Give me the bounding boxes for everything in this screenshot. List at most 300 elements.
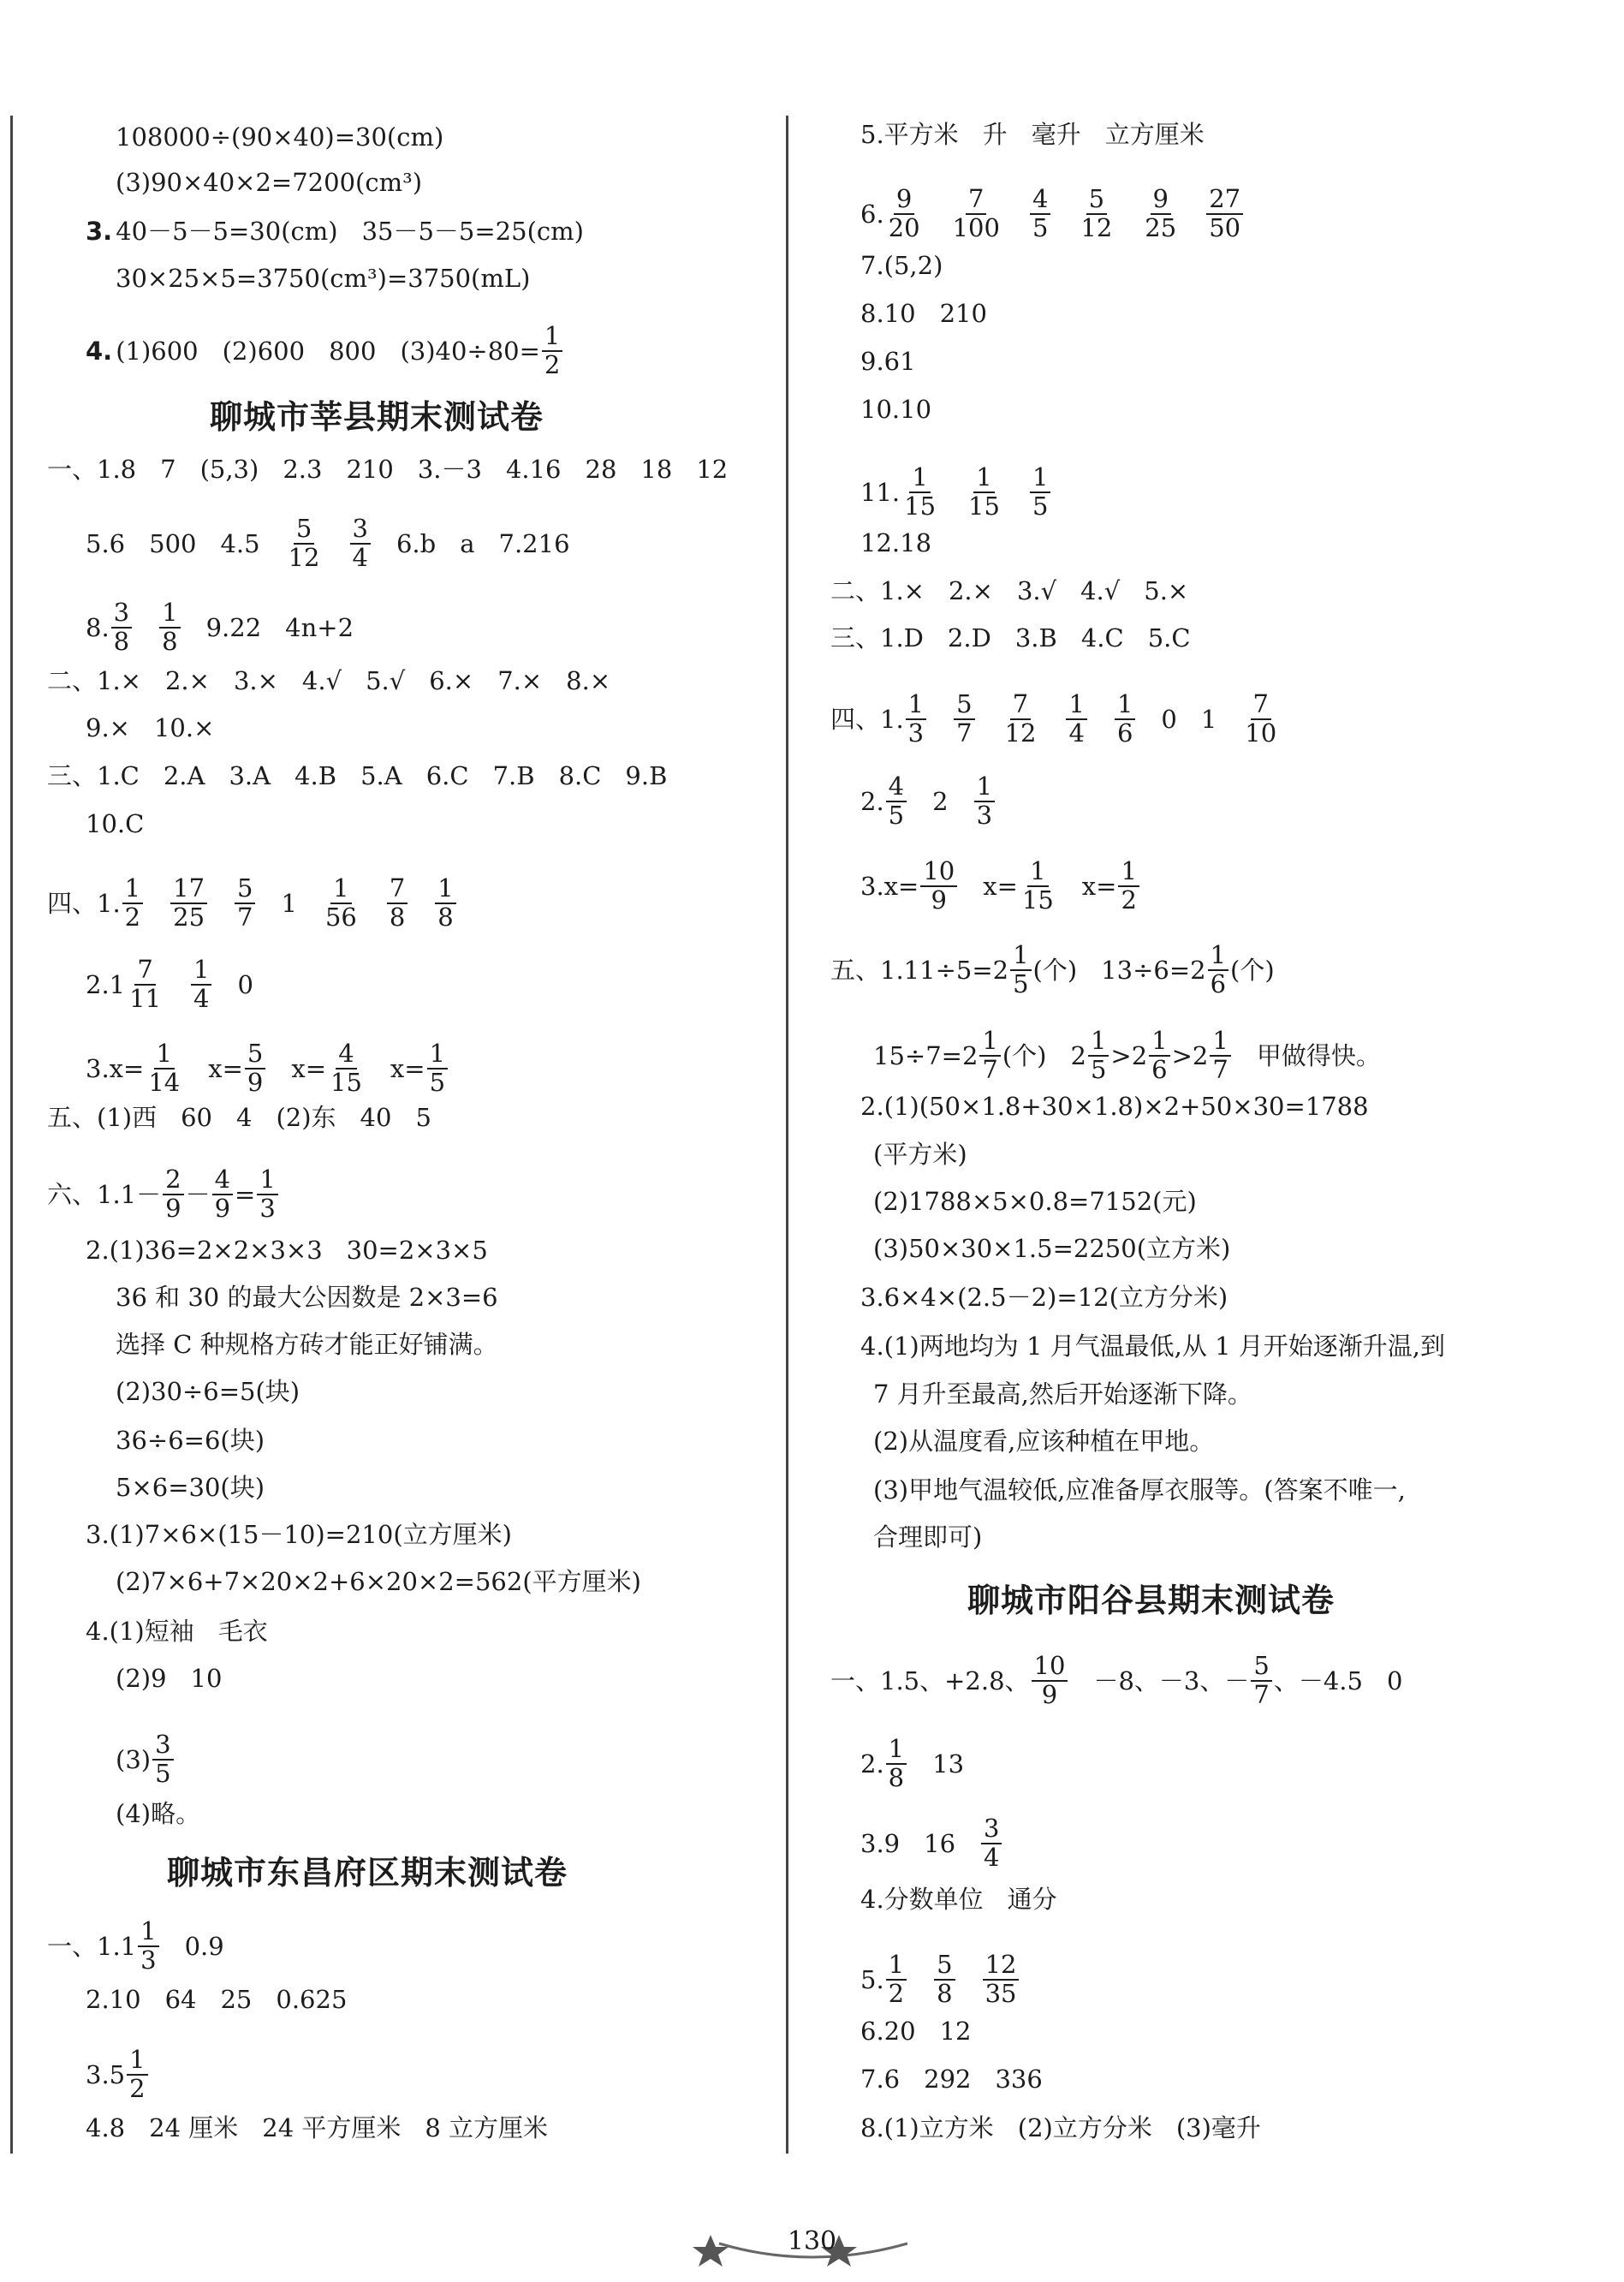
answer-segment: 四、1. $\frac{1}{2}$ (47, 875, 145, 932)
answer-segment: 7 月升至最高,然后开始逐渐下降。 (873, 1379, 1252, 1409)
answer-segment: 24 平方厘米 (262, 2113, 402, 2142)
answer-line (860, 394, 931, 425)
answer-segment: 3.9 (860, 1828, 901, 1858)
answer-line (873, 1426, 1214, 1457)
answer-line (47, 1918, 224, 1975)
answer-line (860, 298, 987, 329)
answer-segment: 毫升 (1031, 120, 1081, 149)
answer-segment: 3.5 $\frac{1}{2}$ (86, 2047, 150, 2103)
fraction: $\frac{1}{3}$ (906, 691, 926, 748)
answer-segment (1001, 691, 1041, 748)
answer-segment: 4.8 (86, 2113, 126, 2142)
answer-line (116, 1376, 300, 1407)
answer-line (873, 1233, 1230, 1264)
fraction: $\frac{3}{4}$ (350, 515, 371, 572)
answer-segment: 3.x= $\frac{10}{9}$ (860, 858, 959, 915)
answer-segment: 4.分数单位 (860, 1885, 984, 1914)
fraction: $\frac{12}{35}$ (983, 1951, 1020, 2008)
answer-line (47, 760, 667, 791)
answer-line (873, 1522, 982, 1552)
fraction: $\frac{7}{11}$ (129, 955, 162, 1013)
answer-segment (973, 773, 996, 830)
answer-segment: 336 (995, 2065, 1043, 2094)
answer-segment: 四、1. $\frac{1}{3}$ (830, 691, 928, 748)
answer-segment: (3)毫升 (1175, 2113, 1261, 2142)
answer-segment: 4.B (294, 761, 337, 790)
answer-segment: 2.(1)(50×1.8+30×1.8)×2+50×30=1788 (860, 1092, 1369, 1121)
answer-segment: 升 (982, 120, 1008, 149)
answer-segment (321, 875, 361, 932)
answer-segment: x= $\frac{4}{15}$ (291, 1040, 366, 1097)
answer-line (86, 515, 570, 572)
answer-segment: 4.√ (301, 666, 342, 695)
answer-line (86, 1616, 268, 1647)
answer-segment: 5×6=30(块) (116, 1473, 265, 1502)
answer-line (860, 527, 931, 558)
fraction: $\frac{5}{7}$ (954, 691, 974, 748)
answer-segment: 7.216 (498, 528, 570, 558)
answer-segment: 11. $\frac{1}{15}$ (860, 464, 940, 521)
answer-segment: 2.A (163, 761, 205, 790)
fraction: $\frac{1}{2}$ (1118, 858, 1139, 915)
answer-line (116, 1731, 175, 1788)
fraction: $\frac{4}{9}$ (212, 1166, 233, 1223)
fraction: $\frac{5}{7}$ (1251, 1653, 1271, 1709)
answer-line (116, 263, 530, 294)
answer-line (860, 1884, 1057, 1915)
answer-segment: (5,3) (199, 455, 259, 484)
left-edge-rule (10, 116, 13, 2154)
answer-segment: 2.D (947, 623, 991, 652)
answer-segment: 4.16 (505, 455, 562, 484)
answer-segment: 五、(1)西 (47, 1103, 158, 1132)
answer-segment (1076, 186, 1116, 242)
answer-line (116, 1798, 200, 1829)
answer-line (830, 575, 1188, 606)
answer-line (860, 119, 1205, 150)
fraction: $\frac{1}{3}$ (257, 1166, 277, 1223)
answer-segment: 6. $\frac{9}{20}$ (860, 186, 925, 242)
answer-line (86, 1235, 488, 1266)
answer-segment: x= $\frac{5}{9}$ (208, 1040, 267, 1097)
answer-line (860, 1282, 1228, 1313)
answer-segment: 10.10 (860, 395, 932, 424)
answer-segment: 60 (181, 1103, 212, 1132)
fraction: $\frac{5}{12}$ (1080, 184, 1113, 242)
answer-segment: 2 (932, 786, 949, 816)
answer-segment: 2.10 (86, 1985, 141, 2014)
fraction: $\frac{5}{7}$ (235, 875, 255, 932)
answer-line (116, 1663, 222, 1694)
fraction: $\frac{1}{2}$ (886, 1951, 907, 2008)
answer-segment: 4n+2 (285, 612, 354, 642)
answer-segment: －8、－3、－ $\frac{5}{7}$ 、－4.5 (1093, 1651, 1363, 1709)
answer-line (860, 858, 1141, 915)
answer-segment: 5.× (1144, 576, 1189, 605)
answer-segment: 6.× (429, 666, 474, 695)
answer-segment: 4.(1)短袖 (86, 1617, 194, 1646)
fraction: $\frac{7}{8}$ (387, 875, 407, 932)
fraction: $\frac{1}{5}$ (1088, 1028, 1109, 1084)
answer-segment: 9.B (625, 761, 668, 790)
fraction: $\frac{1}{7}$ (1210, 1028, 1230, 1084)
answer-segment: 立方厘米 (1104, 120, 1205, 149)
answer-segment: (3)50×30×1.5=2250(立方米) (873, 1234, 1231, 1263)
answer-segment: 5.A (360, 761, 402, 790)
answer-segment: 5.6 (86, 528, 126, 558)
answer-segment: 15÷7=2 $\frac{1}{7}$ (个) (873, 1026, 1047, 1084)
answer-line (873, 1475, 1406, 1505)
fraction: $\frac{1}{4}$ (1066, 691, 1086, 748)
fraction: $\frac{3}{5}$ (152, 1731, 173, 1788)
answer-line (116, 1425, 265, 1456)
fraction: $\frac{1}{5}$ (1030, 464, 1050, 521)
section-heading: 聊城市莘县期末测试卷 (210, 398, 544, 436)
answer-segment: 8.10 (860, 299, 916, 328)
answer-segment: 9.× (86, 713, 130, 742)
answer-line (830, 691, 1281, 748)
answer-line (873, 1186, 1197, 1217)
fraction: $\frac{3}{8}$ (111, 599, 132, 656)
answer-segment (979, 1815, 1003, 1872)
fraction: $\frac{17}{25}$ (170, 875, 207, 932)
answer-segment: 2.1 $\frac{7}{11}$ (86, 956, 165, 1013)
answer-line: 4. (1)600 (2)600 800 (3)40÷80= $\frac{1}{2}$ (86, 323, 564, 379)
answer-segment: a (460, 528, 475, 558)
answer-segment: 3.(1)7×6×(15－10)=210(立方厘米) (86, 1520, 512, 1549)
answer-segment: 4.√ (1080, 576, 1121, 605)
fraction: $\frac{1}{8}$ (435, 875, 455, 932)
answer-segment: (3)甲地气温较低,应准备厚衣服等。(答案不唯一, (873, 1475, 1406, 1504)
answer-segment (1064, 691, 1088, 748)
answer-segment: 4 (236, 1103, 253, 1132)
answer-segment: 13 (932, 1749, 965, 1779)
answer-segment: 6.20 (860, 2017, 916, 2046)
answer-segment (158, 599, 181, 656)
answer-segment: 4.5 (220, 528, 260, 558)
answer-segment: 毛衣 (217, 1617, 268, 1646)
answer-line (116, 1329, 498, 1360)
answer-segment: 选择 C 种规格方砖才能正好铺满。 (116, 1330, 498, 1359)
answer-line (873, 1028, 1381, 1084)
answer-line (860, 1331, 1445, 1361)
fraction: $\frac{4}{5}$ (1030, 186, 1050, 242)
fraction: $\frac{1}{7}$ (979, 1028, 1000, 1084)
answer-segment: (2)9 (116, 1664, 167, 1693)
answer-segment: 2 $\frac{1}{5}$ >2 $\frac{1}{6}$ >2 $\frac{1}{7}$ (1071, 1028, 1233, 1084)
fraction: $\frac{1}{3}$ (974, 773, 995, 830)
fraction: $\frac{1}{2}$ (122, 875, 143, 932)
answer-segment: (2)从温度看,应该种植在甲地。 (873, 1427, 1215, 1456)
answer-segment: x= $\frac{1}{2}$ (1082, 858, 1141, 915)
answer-segment: 五、1.11÷5=2 $\frac{1}{5}$ (个) (830, 940, 1078, 998)
fraction: $\frac{1}{8}$ (159, 599, 180, 656)
answer-segment: 6.C (425, 761, 469, 790)
fraction: $\frac{4}{5}$ (886, 773, 907, 830)
answer-segment: 2. $\frac{4}{5}$ (860, 773, 908, 830)
fraction: $\frac{7}{10}$ (1245, 689, 1277, 748)
answer-segment (1028, 464, 1052, 521)
answer-segment: 210 (939, 299, 987, 328)
section-heading: 聊城市东昌府区期末测试卷 (167, 1854, 568, 1892)
fraction: $\frac{1}{2}$ (127, 2047, 147, 2103)
fraction: $\frac{7}{100}$ (952, 184, 1000, 242)
answer-segment (952, 691, 976, 748)
answer-segment: 2.(1)36=2×2×3×3 (86, 1236, 323, 1265)
answer-line (860, 2064, 1043, 2094)
answer-segment: 2.× (164, 666, 210, 695)
answer-segment: 8.(1)立方米 (860, 2113, 994, 2142)
answer-line (47, 454, 728, 485)
answer-segment: (2)7×6+7×20×2+6×20×2=562(平方厘米) (116, 1567, 641, 1596)
fraction: $\frac{1}{6}$ (1115, 691, 1135, 748)
answer-segment: 7.B (492, 761, 535, 790)
answer-line (86, 956, 253, 1013)
fraction: $\frac{7}{12}$ (1004, 689, 1037, 748)
answer-segment: 8.C (558, 761, 602, 790)
answer-segment (1028, 186, 1052, 242)
fraction: $\frac{1}{8}$ (886, 1736, 907, 1792)
answer-line (86, 599, 354, 656)
fraction: $\frac{27}{50}$ (1206, 186, 1243, 242)
answer-line (830, 942, 1275, 998)
fraction: $\frac{10}{9}$ (1032, 1653, 1068, 1709)
answer-segment: 10 (190, 1664, 223, 1693)
page-number: 130 (787, 2226, 837, 2256)
answer-segment: 0 (1161, 704, 1177, 734)
answer-segment (932, 1951, 956, 2008)
answer-segment: 10.C (86, 809, 145, 838)
answer-segment: 1 (1200, 704, 1217, 734)
answer-line (47, 1166, 280, 1223)
answer-segment (189, 956, 213, 1013)
answer-line (86, 808, 144, 839)
answer-segment: 8 立方厘米 (425, 2113, 549, 2142)
answer-line (860, 2112, 1261, 2143)
answer-segment (1205, 186, 1245, 242)
answer-segment (233, 875, 257, 932)
answer-segment: 8. $\frac{3}{8}$ (86, 599, 134, 656)
answer-line (873, 1139, 967, 1170)
answer-segment: 30×25×5=3750(cm³)=3750(mL) (116, 264, 531, 293)
answer-segment: (2)东 (276, 1103, 336, 1132)
answer-line (860, 1951, 1020, 2008)
answer-line (830, 1653, 1402, 1709)
answer-segment: 40－5－5=30(cm) (116, 217, 338, 246)
answer-segment: x= $\frac{1}{15}$ (983, 858, 1058, 915)
answer-segment: 800 (329, 336, 377, 366)
answer-line (860, 250, 943, 281)
answer-line (86, 1519, 512, 1550)
answer-segment (1113, 691, 1137, 748)
answer-segment: 500 (149, 528, 197, 558)
answer-segment: 64 (164, 1985, 197, 2014)
answer-segment (964, 464, 1004, 521)
fraction: $\frac{10}{9}$ (920, 858, 957, 915)
answer-line (860, 2016, 971, 2047)
answer-segment: 5. $\frac{1}{2}$ (860, 1951, 908, 2008)
answer-segment: 3.x= $\frac{1}{14}$ (86, 1040, 184, 1097)
fraction: $\frac{1}{6}$ (1149, 1028, 1169, 1084)
answer-segment: 5.C (1147, 623, 1191, 652)
answer-segment: 4.(1)两地均为 1 月气温最低,从 1 月开始逐渐升温,到 (860, 1332, 1445, 1361)
answer-segment: x= $\frac{1}{5}$ (390, 1040, 449, 1097)
fraction: $\frac{5}{8}$ (934, 1951, 955, 2008)
answer-line (116, 122, 443, 152)
answer-segment: 7.× (497, 666, 543, 695)
answer-segment: (3)40÷80= $\frac{1}{2}$ (400, 323, 564, 379)
answer-segment (1240, 691, 1281, 748)
answer-segment: 5.√ (366, 666, 406, 695)
answer-segment: 5 (415, 1103, 431, 1132)
answer-segment: 0.9 (184, 1931, 224, 1961)
answer-segment: 12 (696, 455, 729, 484)
fraction: $\frac{1}{4}$ (191, 956, 211, 1013)
fraction: $\frac{1}{56}$ (324, 873, 357, 932)
answer-segment: 4.C (1080, 623, 1124, 652)
answer-segment: 2.3 (283, 455, 323, 484)
answer-line (830, 623, 1191, 653)
fraction: $\frac{1}{15}$ (1021, 856, 1054, 915)
answer-segment: 40 (360, 1103, 392, 1132)
answer-segment: 30=2×3×5 (346, 1236, 488, 1265)
answer-segment: 5.平方米 (860, 120, 959, 149)
answer-segment (348, 515, 372, 572)
answer-segment: 3.√ (1016, 576, 1057, 605)
answer-line (860, 464, 1052, 521)
answer-segment: 一、1.8 (47, 455, 137, 484)
answer-line (860, 1091, 1369, 1122)
answer-segment: 13÷6=2 $\frac{1}{6}$ (个) (1101, 940, 1275, 998)
answer-segment: (2)立方分米 (1017, 2113, 1152, 2142)
answer-segment: 3.B (1014, 623, 1057, 652)
answer-line (86, 1040, 449, 1097)
fraction: $\frac{1}{14}$ (148, 1039, 181, 1097)
fraction: $\frac{1}{5}$ (1010, 942, 1031, 998)
answer-segment: (3) $\frac{3}{5}$ (116, 1731, 175, 1788)
answer-segment: 25 (220, 1985, 253, 2014)
answer-segment: 通分 (1007, 1885, 1057, 1914)
answer-line (873, 1379, 1252, 1409)
answer-line (47, 665, 610, 696)
answer-segment: 24 厘米 (149, 2113, 239, 2142)
answer-line (860, 1736, 964, 1792)
answer-segment: 36 和 30 的最大公因数是 2×3=6 (116, 1283, 498, 1312)
answer-line (116, 167, 422, 198)
fraction: $\frac{9}{25}$ (1145, 184, 1177, 242)
fraction: $\frac{2}{9}$ (163, 1166, 183, 1223)
answer-segment: 6.b (396, 528, 437, 558)
answer-line (116, 1282, 498, 1313)
answer-segment: 合理即可) (873, 1522, 983, 1552)
fraction: $\frac{4}{15}$ (330, 1039, 362, 1097)
answer-segment: (4)略。 (116, 1799, 201, 1828)
answer-segment (385, 875, 409, 932)
answer-segment: (2)1788×5×0.8=7152(元) (873, 1187, 1197, 1216)
answer-line (116, 1472, 265, 1503)
answer-segment: 二、1.× (47, 666, 141, 695)
fraction: $\frac{1}{2}$ (542, 323, 562, 379)
answer-segment (169, 875, 209, 932)
answer-line: 3. 40－5－5=30(cm) 35－5－5=25(cm) (86, 217, 584, 246)
fraction: $\frac{1}{15}$ (904, 462, 937, 521)
answer-segment: 甲做得快。 (1256, 1040, 1381, 1070)
answer-line (86, 712, 214, 743)
answer-line (860, 186, 1245, 242)
answer-segment: 0 (237, 969, 253, 999)
answer-line (860, 1815, 1003, 1872)
fraction: $\frac{1}{5}$ (427, 1040, 448, 1097)
answer-segment: 7.6 (860, 2065, 901, 2094)
answer-segment: (2)600 (222, 336, 306, 366)
answer-line (86, 1984, 347, 2015)
fraction: $\frac{9}{20}$ (888, 184, 920, 242)
answer-segment: 18 (640, 455, 673, 484)
fraction: $\frac{5}{9}$ (245, 1040, 265, 1097)
answer-segment: 210 (346, 455, 394, 484)
answer-segment: 7.(5,2) (860, 251, 943, 280)
answer-segment (433, 875, 457, 932)
answer-segment: 2. $\frac{1}{8}$ (860, 1736, 908, 1792)
answer-segment: 3.× (233, 666, 278, 695)
answer-segment: 9.22 (205, 612, 262, 642)
answer-segment: 六、1.1－ $\frac{2}{9}$ － $\frac{4}{9}$ = $\frac{1}{3}$ (47, 1166, 280, 1223)
answer-segment: 292 (924, 2065, 972, 2094)
answer-segment: 3.A (229, 761, 271, 790)
answer-segment: 1 (281, 888, 297, 918)
answer-line (116, 1566, 641, 1597)
answer-segment: 35－5－5=25(cm) (361, 217, 584, 246)
answer-segment: 0 (1386, 1665, 1403, 1695)
answer-segment: 8.× (566, 666, 611, 695)
answer-segment: 一、1.1 $\frac{1}{3}$ (47, 1918, 161, 1975)
answer-segment: 3.6×4×(2.5－2)=12(立方分米) (860, 1283, 1228, 1312)
fraction: $\frac{5}{12}$ (288, 514, 320, 572)
answer-line (86, 2112, 548, 2143)
answer-segment: 二、1.× (830, 576, 925, 605)
answer-segment: 108000÷(90×40)=30(cm) (116, 122, 444, 152)
answer-line (860, 346, 916, 377)
answer-segment: 一、1.5、+2.8、 $\frac{10}{9}$ (830, 1653, 1069, 1709)
answer-line (860, 773, 996, 830)
answer-segment: 10.× (153, 713, 215, 742)
answer-segment: 36÷6=6(块) (116, 1426, 265, 1455)
answer-segment: 28 (585, 455, 617, 484)
answer-segment: 0.625 (276, 1985, 348, 2014)
answer-line (47, 1102, 431, 1133)
answer-line (86, 2047, 150, 2103)
answer-segment (1140, 186, 1181, 242)
fraction: $\frac{1}{3}$ (138, 1918, 158, 1975)
answer-segment: 三、1.C (47, 761, 140, 790)
answer-segment: 7 (160, 455, 176, 484)
answer-segment: 12.18 (860, 528, 932, 557)
answer-segment: 12 (939, 2017, 972, 2046)
answer-segment: 2.× (948, 576, 993, 605)
answer-segment (949, 186, 1004, 242)
answer-segment (284, 515, 324, 572)
fraction: $\frac{3}{4}$ (981, 1815, 1002, 1872)
answer-segment: 三、1.D (830, 623, 924, 652)
answer-segment: (2)30÷6=5(块) (116, 1377, 300, 1406)
answer-segment: (3)90×40×2=7200(cm³) (116, 168, 423, 197)
answer-segment: 9.61 (860, 347, 916, 376)
column-divider (786, 116, 788, 2154)
answer-segment: 16 (924, 1828, 956, 1858)
answer-segment (981, 1951, 1021, 2008)
answer-line (47, 875, 458, 932)
answer-segment: (平方米) (873, 1140, 967, 1169)
